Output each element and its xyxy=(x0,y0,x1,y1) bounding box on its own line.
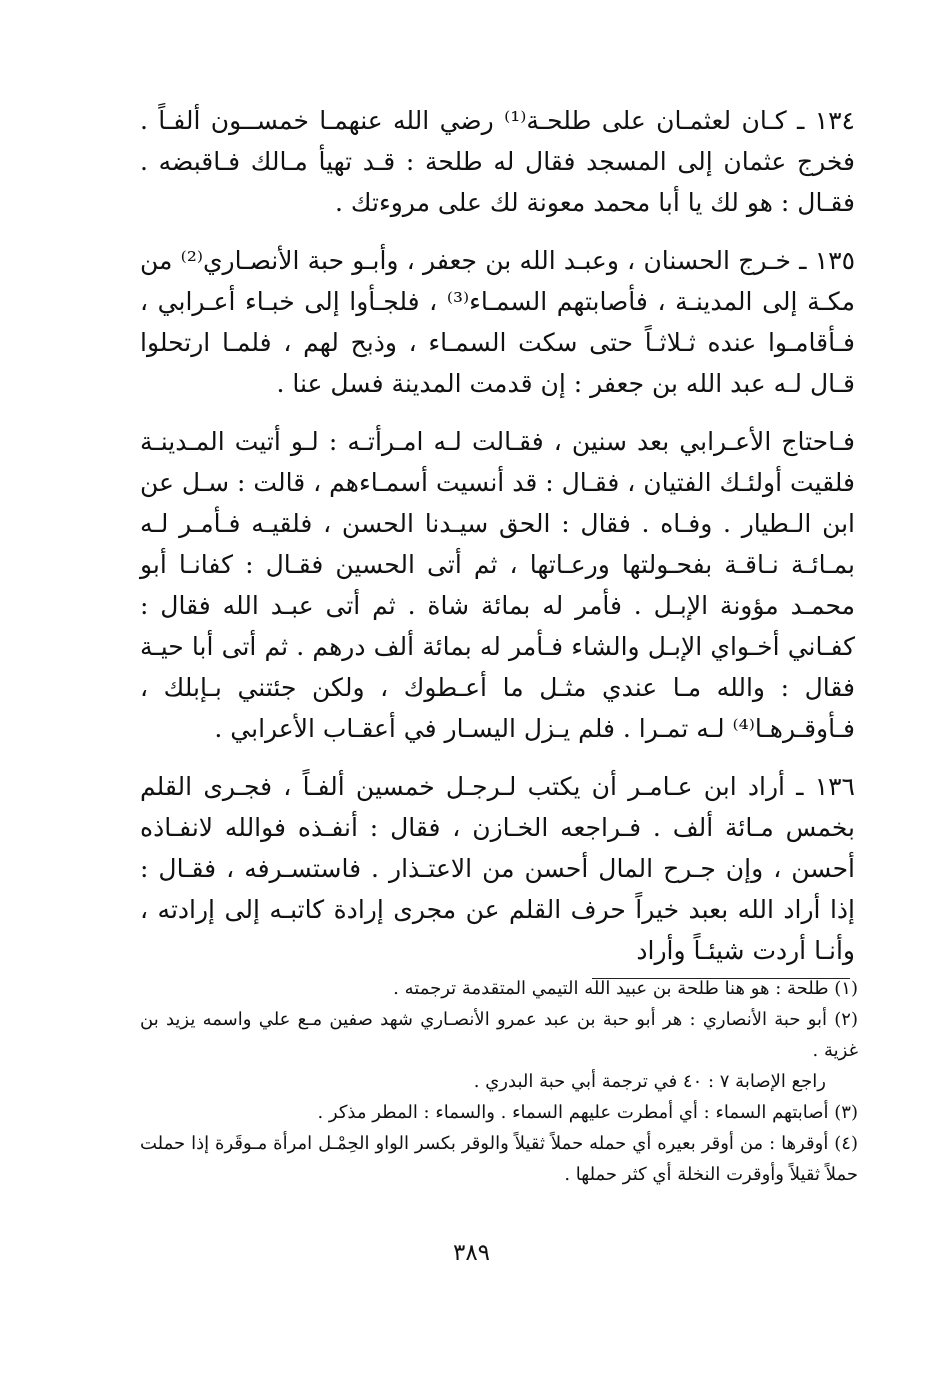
paragraph-134: ١٣٤ ـ كـان لعثمـان على طلحـة⁽¹⁾ رضي الله عنهمـا خمســون ألفـاً . فخرج عثمان إلى المسجد فقال له طلحة : قـد تهيأ مـالك فـاقبضه . فقـال : هو لك يا أبا محمد معونة لك على مروءتك . xyxy=(140,106,855,217)
footnotes xyxy=(140,973,858,1190)
page-number: ٣٨٩ xyxy=(452,1240,491,1266)
paragraph-135-continued: فـاحتاج الأعـرابي بعد سنين ، فقـالت لـه امـرأتـه : لـو أتيت المـدينـة فلقيت أولئـك الفتيان ، فقـال : قد أنسيت أسمـاءهم ، قالت : سـل عن ابن الـطيار . وفـاه . فقال : الحق سيـدنا الحسن ، فلقيـه فـأمـر لـه بمـائـة نـاقـة بفحـولتها ورعـاتها ، ثم أتى الحسين فقـال : كفانـا أبو محمـد مؤونة الإبـل . فأمر له بمائة شاة . ثم أتى عبـد الله فقال : كفـاني أخـواي الإبـل والشاء فـأمر له بمائة ألف درهم . ثم أتى أبا حيـة فقال : والله مـا عندي مثـل ما أعـطوك ، ولكن جئتني بـإبلك ، فـأوقـرهـا⁽⁴⁾ لـه تمـرا . فلم يـزل اليسـار في أعقـاب الأعرابي . xyxy=(140,427,855,743)
paragraph-135: ١٣٥ ـ خـرج الحسنان ، وعبـد الله بن جعفر ، وأبـو حبة الأنصـاري⁽²⁾ من مكـة إلى المدينـة ، فأصابتهم السمـاء⁽³⁾ ، فلجـأوا إلى خبـاء أعـرابي ، فـأقامـوا عنده ثـلاثـاً حتى سكت السمـاء ، وذبح لهم ، فلمـا ارتحلوا قـال لـه عبد الله بن جعفر : إن قدمت المدينة فسل عنا . xyxy=(140,246,856,398)
footnote-2-reference: راجع الإصابة ٧ : ٤٠ في ترجمة أبي حبة البدري . xyxy=(473,1071,826,1092)
paragraph-136: ١٣٦ ـ أراد ابن عـامـر أن يكتب لـرجـل خمسين ألفـاً ، فجـرى القلم بخمس مـائة ألف . فـراجعه الخـازن ، فقال : أنفـذه فوالله لانفـاذه أحسن ، وإن جـرح المال أحسن من الاعتـذار . فاستسـرفه ، فقـال : إذا أراد الله بعبد خيراً حرف القلم عن مجرى إرادة كاتبـه إلى إرادته ، وأنـا أردت شيئـاً وأراد xyxy=(140,772,855,965)
footnote-3: (٣) أصابتهم السماء : أي أمطرت عليهم السماء . والسماء : المطر مذكر . xyxy=(317,1102,858,1123)
footnote-4: (٤) أوقرها : من أوقر بعيره أي حمله حملاً ثقيلاً والوقر بكسر الواو الحِمْـل امرأة مـوقَرة إذا حملت حملاً ثقيلاً وأوقرت النخلة أي كثر حملها . xyxy=(140,1133,858,1185)
main-text xyxy=(140,100,855,988)
footnote-1: (١) طلحة : هو هنا طلحة بن عبيد الله التيمي المتقدمة ترجمته . xyxy=(393,978,858,999)
footnote-2: (٢) أبو حبة الأنصاري : هر أبو حبة بن عبد عمرو الأنصـاري شهد صفين مـع علي واسمه يزيد بن غزية . xyxy=(140,1009,858,1061)
